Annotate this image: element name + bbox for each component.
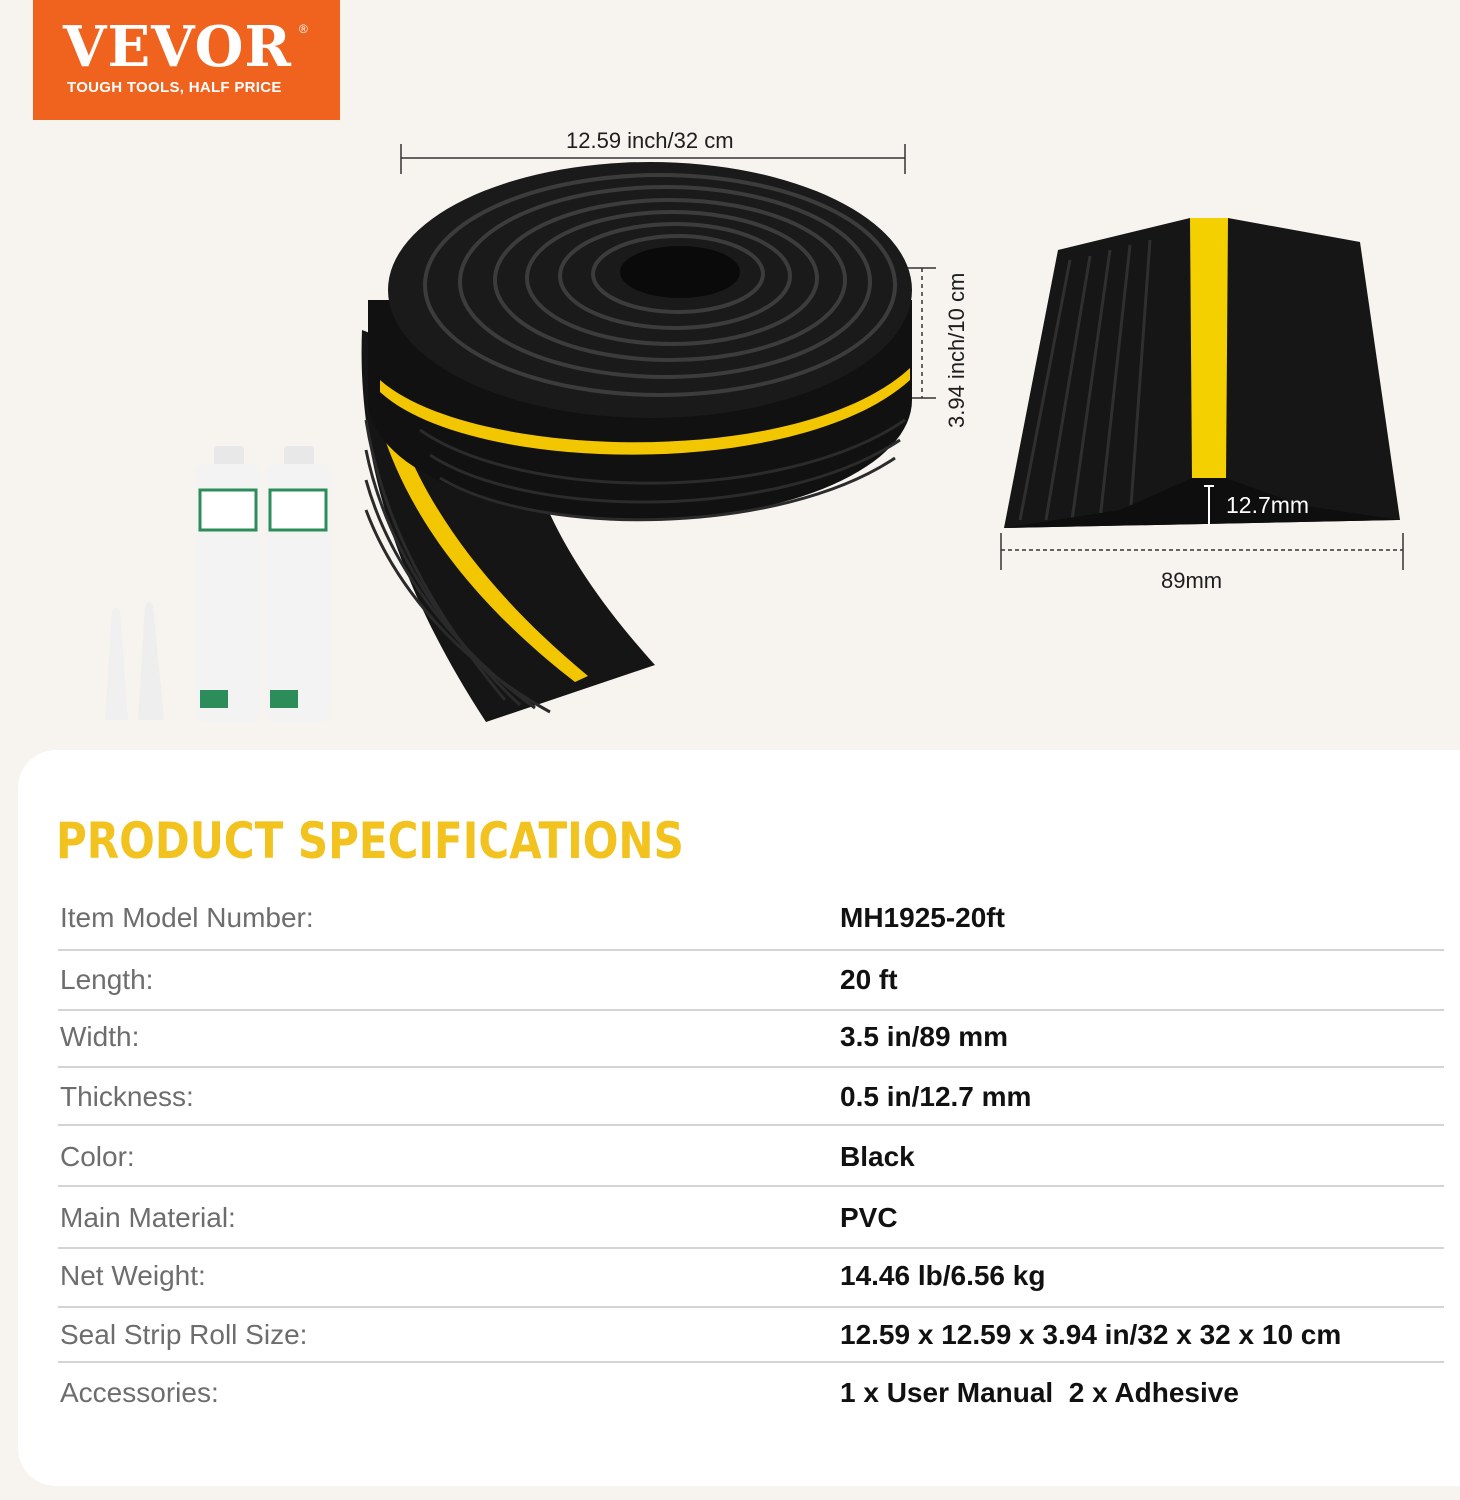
- roll-diameter-label: 12.59 inch/32 cm: [566, 128, 734, 153]
- spec-label: Color:: [60, 1141, 135, 1172]
- row-divider: [58, 1361, 1444, 1363]
- spec-value: 12.59 x 12.59 x 3.94 in/32 x 32 x 10 cm: [840, 1319, 1342, 1350]
- roll-height-label: 3.94 inch/10 cm: [944, 272, 969, 428]
- row-divider: [58, 1247, 1444, 1249]
- seal-strip-profile: [1004, 218, 1400, 528]
- specifications-title: PRODUCT SPECIFICATIONS: [56, 812, 684, 870]
- registered-mark: ®: [299, 22, 308, 36]
- spec-label: Accessories:: [60, 1377, 219, 1408]
- spec-value: 0.5 in/12.7 mm: [840, 1081, 1032, 1112]
- spec-label: Net Weight:: [60, 1260, 206, 1291]
- spec-label: Seal Strip Roll Size:: [60, 1319, 308, 1350]
- row-divider: [58, 1009, 1444, 1011]
- seal-strip-roll: [362, 162, 912, 722]
- spec-value: Black: [840, 1141, 915, 1172]
- strip-thickness-label: 12.7mm: [1226, 492, 1310, 518]
- row-divider: [58, 949, 1444, 951]
- strip-width-label: 89mm: [1161, 568, 1223, 593]
- row-divider: [58, 1185, 1444, 1187]
- row-divider: [58, 1124, 1444, 1126]
- brand-tagline: TOUGH TOOLS, HALF PRICE: [67, 79, 282, 96]
- spec-value: 1 x User Manual 2 x Adhesive: [840, 1377, 1239, 1408]
- spec-value: 3.5 in/89 mm: [840, 1021, 1009, 1052]
- brand-name: VEVOR: [63, 14, 292, 80]
- spec-value: 20 ft: [840, 964, 898, 995]
- spec-label: Main Material:: [60, 1202, 236, 1233]
- spec-label: Width:: [60, 1021, 140, 1052]
- spec-value: 14.46 lb/6.56 kg: [840, 1260, 1046, 1291]
- spec-label: Length:: [60, 964, 154, 995]
- row-divider: [58, 1066, 1444, 1068]
- spec-value: PVC: [840, 1202, 898, 1233]
- strip-width-dimension-line: [1001, 533, 1403, 570]
- row-divider: [58, 1306, 1444, 1308]
- adhesive-tubes: [105, 446, 330, 722]
- spec-label: Item Model Number:: [60, 902, 314, 933]
- spec-value: MH1925-20ft: [840, 902, 1005, 933]
- spec-label: Thickness:: [60, 1081, 194, 1112]
